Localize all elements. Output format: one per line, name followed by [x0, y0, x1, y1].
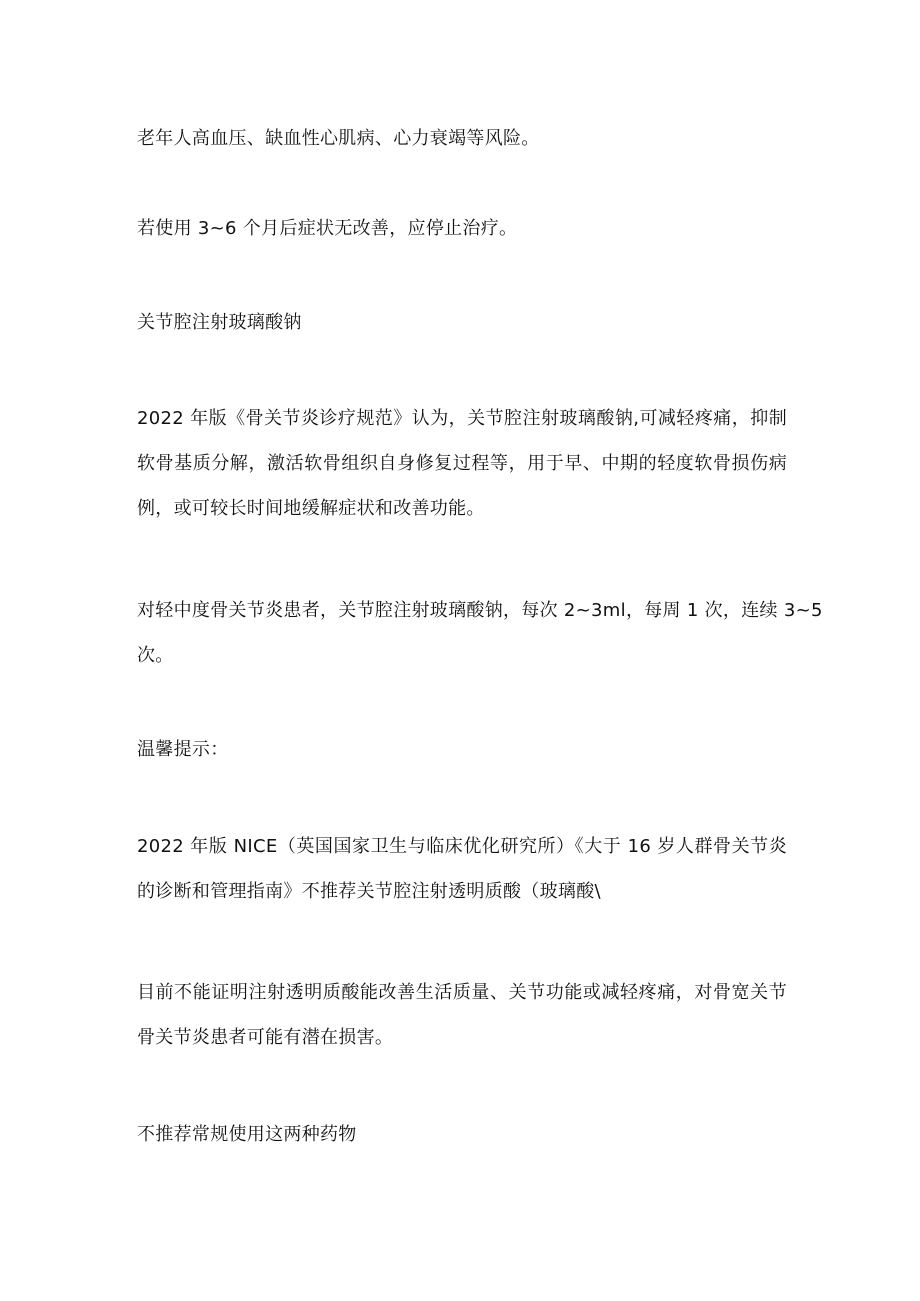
text-line: 例，或可较长时间地缓解症状和改善功能。: [137, 498, 485, 519]
paragraph-dosage: [137, 588, 823, 678]
paragraph-risk-note: [137, 116, 787, 161]
section-heading-tip: [137, 727, 787, 772]
paragraph-evidence: [137, 970, 787, 1060]
text-line: 的诊断和管理指南》不推荐关节腔注射透明质酸（玻璃酸\: [137, 881, 601, 902]
text-line: 若使用 3~6 个月后症状无改善，应停止治疗。: [137, 218, 518, 239]
paragraph-conclusion: [137, 1112, 787, 1157]
text-line: 2022 年版《骨关节炎诊疗规范》认为，关节腔注射玻璃酸钠,可减轻疼痛，抑制: [137, 408, 787, 429]
text-line: 对轻中度骨关节炎患者，关节腔注射玻璃酸钠，每次 2~3ml，每周 1 次，连续 3~5: [137, 600, 823, 621]
text-line: 2022 年版 NICE（英国国家卫生与临床优化研究所）《大于 16 岁人群骨关节炎: [137, 836, 787, 857]
text-line: 软骨基质分解，激活软骨组织自身修复过程等，用于早、中期的轻度软骨损伤病: [137, 453, 787, 474]
text-line: 骨关节炎患者可能有潜在损害。: [137, 1027, 394, 1048]
text-line: 次。: [137, 645, 174, 666]
section-heading-injection: [137, 300, 787, 345]
text-line: 老年人高血压、缺血性心肌病、心力衰竭等风险。: [137, 128, 540, 149]
text-line: 不推荐常规使用这两种药物: [137, 1124, 357, 1145]
paragraph-nice-guideline: [137, 824, 787, 914]
paragraph-stop-treatment: [137, 206, 787, 251]
text-line: 关节腔注射玻璃酸钠: [137, 312, 302, 333]
text-line: 目前不能证明注射透明质酸能改善生活质量、关节功能或减轻疼痛，对骨宽关节: [137, 982, 787, 1003]
text-line: 温馨提示：: [137, 739, 229, 760]
paragraph-guideline-2022: [137, 396, 787, 531]
